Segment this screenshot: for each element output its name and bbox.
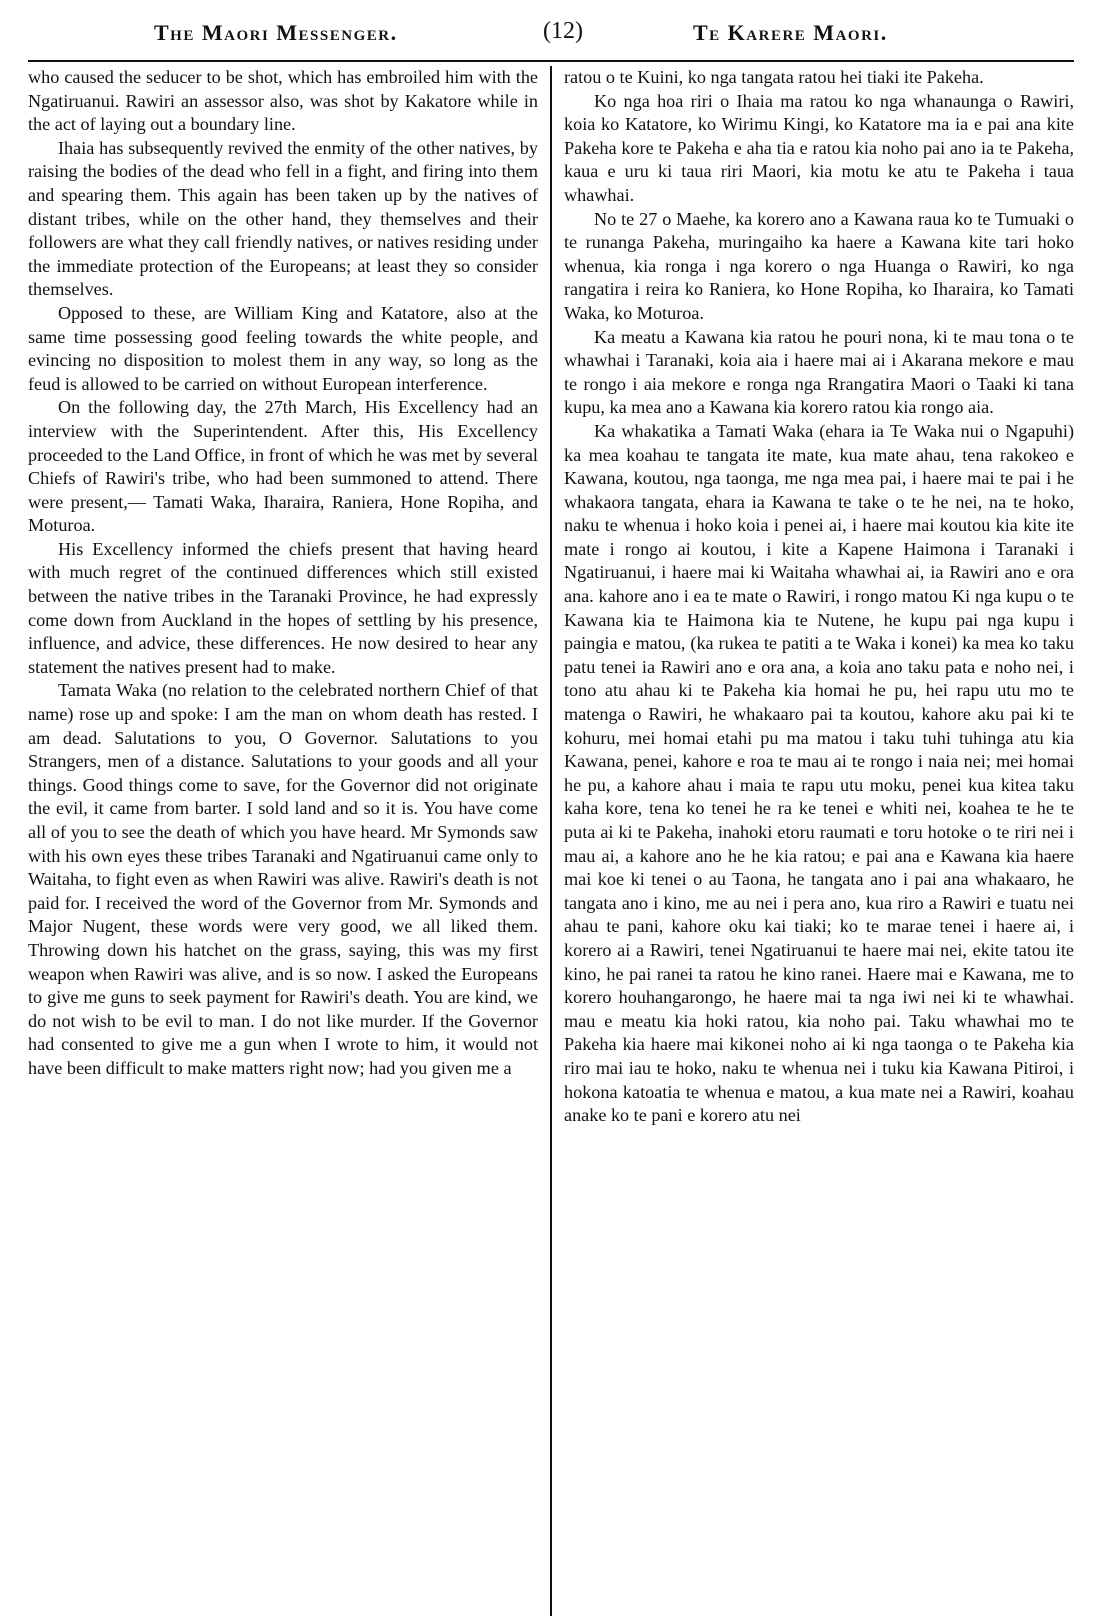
header-rule <box>28 60 1074 62</box>
english-column <box>28 66 538 1616</box>
maori-paragraph: Ka meatu a Kawana kia ratou he pouri nona, ki te mau tona o te whawhai i Taranaki, koia aia i haere mai ai i Akarana mekore e mau te rongo i aia mekore e ronga nga Rrangatira Maori o Taaki ki tana kupu, ka mea ano a Kawana kia korero ratou kia rongo aia. <box>564 326 1074 418</box>
english-paragraph: who caused the seducer to be shot, which has embroiled him with the Ngatiruanui. Rawiri an assessor also, was shot by Kakatore while in the act of laying out a boundary line. <box>28 67 538 135</box>
maori-masthead: Te Karere Maori. <box>693 20 888 45</box>
two-column-layout <box>28 66 1074 1616</box>
column-divider <box>550 66 552 1616</box>
maori-column <box>564 66 1074 1616</box>
maori-paragraph: ratou o te Kuini, ko nga tangata ratou hei tiaki ite Pakeha. <box>564 67 984 87</box>
maori-paragraph: Ko nga hoa riri o Ihaia ma ratou ko nga whanaunga o Rawiri, koia ko Katatore, ko Wirimu Kingi, ko Katatore ma ia e pai ana kite Pakeha kore te Pakeha e aha tia e ratou kia noho pai ano ia te Pakeha, kaua e uru ki taua riri Maori, kia motu ke atu te Pakeha i taua whawhai. <box>564 90 1074 205</box>
maori-paragraph: Ka whakatika a Tamati Waka (ehara ia Te Waka nui o Ngapuhi) ka mea koahau te tangata ite mate, kua mate ahau, tena rakokeo e Kawana, koutou, nga taonga, me nga mea pai, i haere mai te pai i he whakaora tangata, ehara ia Kawana te take o te he nei, na te hoko, naku te whenua i hoko koia i penei ai, i haere mai koutou kia kite ite mate i rongo ai koutou, i kite a Kapene Haimona i Taranaki i Ngatiruanui, i haere mai ki Waitaha whawhai ai, ia Rawiri ano e ora ana. kahore ano i ea te mate o Rawiri, i rongo matou Ki nga kupu o te Kawana kia te Haimona kia te Nutene, he kupu pai nga kupu i paingia e matou, (ka rukea te patiti a te Waka i konei) ka mea ko taku patu tenei ia Rawiri ano e ora ana, a koia ano taku pata e noho nei, i tono atu ahau ki te Pakeha kia homai he pu, hei rapu utu mo te matenga o Rawiri, he whakaaro pai ta koutou, kahore aku pai ki te kohuru, mei homai etahi pu ma matou i taku tuhi tuhinga atu kia Kawana, penei, kahore e roa te mau ai te rongo i naia nei; mei homai he pu, a kahore ahau i maia te rapu utu moku, penei kua kitea taku kaha kore, tena ko tenei he ra ke tenei e whiti nei, koahea te he te puta ai ki te Pakeha, inahoki etoru raumati e toru hotoke o te riri nei i mau ai, a kahore ano he he kia ratou; e pai ana e Kawana kia haere mai koe ki tenei o au Taona, he tangata ano i pai ana whakaaro, he tangata ano i kino, me au nei i pera ano, kua riro a Rawiri e tuatu nei ahau te pani, kahore oku kai tiaki; ko te marae tenei i haere ai, i korero ai a Rawiri, tenei Ngatiruanui te haere mai nei, ekite tatou ite kino, he pai ranei ta ratou he kino ranei. Haere mai e Kawana, me to korero houhangarongo, he haere mai ta nga iwi nei ki te whawhai. mau e meatu kia hoki ratou, kia noho pai. Taku whawhai mo te Pakeha kia haere mai kikonei noho ai ki nga taonga o te Pakeha kia riro mai iau te hoko, naku te whenua nei i tuku kia Kawana Pitiroi, i hokona katoatia te whenua e matou, a kua mate nei a Rawiri, koahau anake ko te pani e korero atu nei <box>564 420 1074 1126</box>
page-number: (12) <box>543 18 583 44</box>
english-paragraph: Tamata Waka (no relation to the celebrated northern Chief of that name) rose up and spoke: I am the man on whom death has rested. I am dead. Salutations to you, O Governor. Salutations to you Strangers, men of a distance. Salutations to your goods and all your things. Good things come to save, for the Governor did not originate the evil, it came from barter. I sold land and so it is. You have come all of you to see the death of which you have heard. Mr Symonds saw with his own eyes these tribes Taranaki and Ngatiruanui came only to Waitaha, to fight even as when Rawiri was alive. Rawiri's death is not paid for. I received the word of the Governor from Mr. Symonds and Major Nugent, these words were very good, we all liked them. Throwing down his hatchet on the grass, saying, this was my first weapon when Rawiri was alive, and is so now. I asked the Europeans to give me guns to seek payment for Rawiri's death. You are kind, we do not wish to be evil to man. I do not like murder. If the Governor had consented to give me a gun when I wrote to him, it would not have been difficult to make matters right now; had you given me a <box>28 680 538 1078</box>
english-paragraph: Ihaia has subsequently revived the enmity of the other natives, by raising the bodies of the dead who fell in a fight, and firing into them and spearing them. This again has been taken up by the natives of distant tribes, while on the other hand, they themselves and their followers are what they call friendly natives, or natives residing under the immediate protection of the Europeans; at least they so consider themselves. <box>28 137 538 300</box>
page-header <box>30 18 1072 48</box>
english-paragraph: His Excellency informed the chiefs present that having heard with much regret of the continued differences which still existed between the native tribes in the Taranaki Province, he had expressly come down from Auckland in the hopes of settling by his presence, influence, and advice, these differences. He now desired to hear any statement the natives present had to make. <box>28 538 538 677</box>
english-paragraph: On the following day, the 27th March, His Excellency had an interview with the Superintendent. After this, His Excellency proceeded to the Land Office, in front of which he was met by several Chiefs of Rawiri's tribe, who had been summoned to attend. There were present,— Tamati Waka, Iharaira, Raniera, Hone Ropiha, and Moturoa. <box>28 397 538 536</box>
english-paragraph: Opposed to these, are William King and Katatore, also at the same time possessing good feeling towards the white people, and evincing no disposition to molest them in any way, so long as the feud is allowed to be carried on without European interference. <box>28 302 538 394</box>
english-masthead: The Maori Messenger. <box>154 20 398 45</box>
maori-paragraph: No te 27 o Maehe, ka korero ano a Kawana raua ko te Tumuaki o te runanga Pakeha, muringaiho ka haere a Kawana kite tari hoko whenua, kia ronga i nga korero o nga Huanga o Rawiri, ko nga rangatira i reira ko Raniera, ko Hone Ropiha, ko Iharaira, ko Tamati Waka, ko Moturoa. <box>564 208 1074 323</box>
